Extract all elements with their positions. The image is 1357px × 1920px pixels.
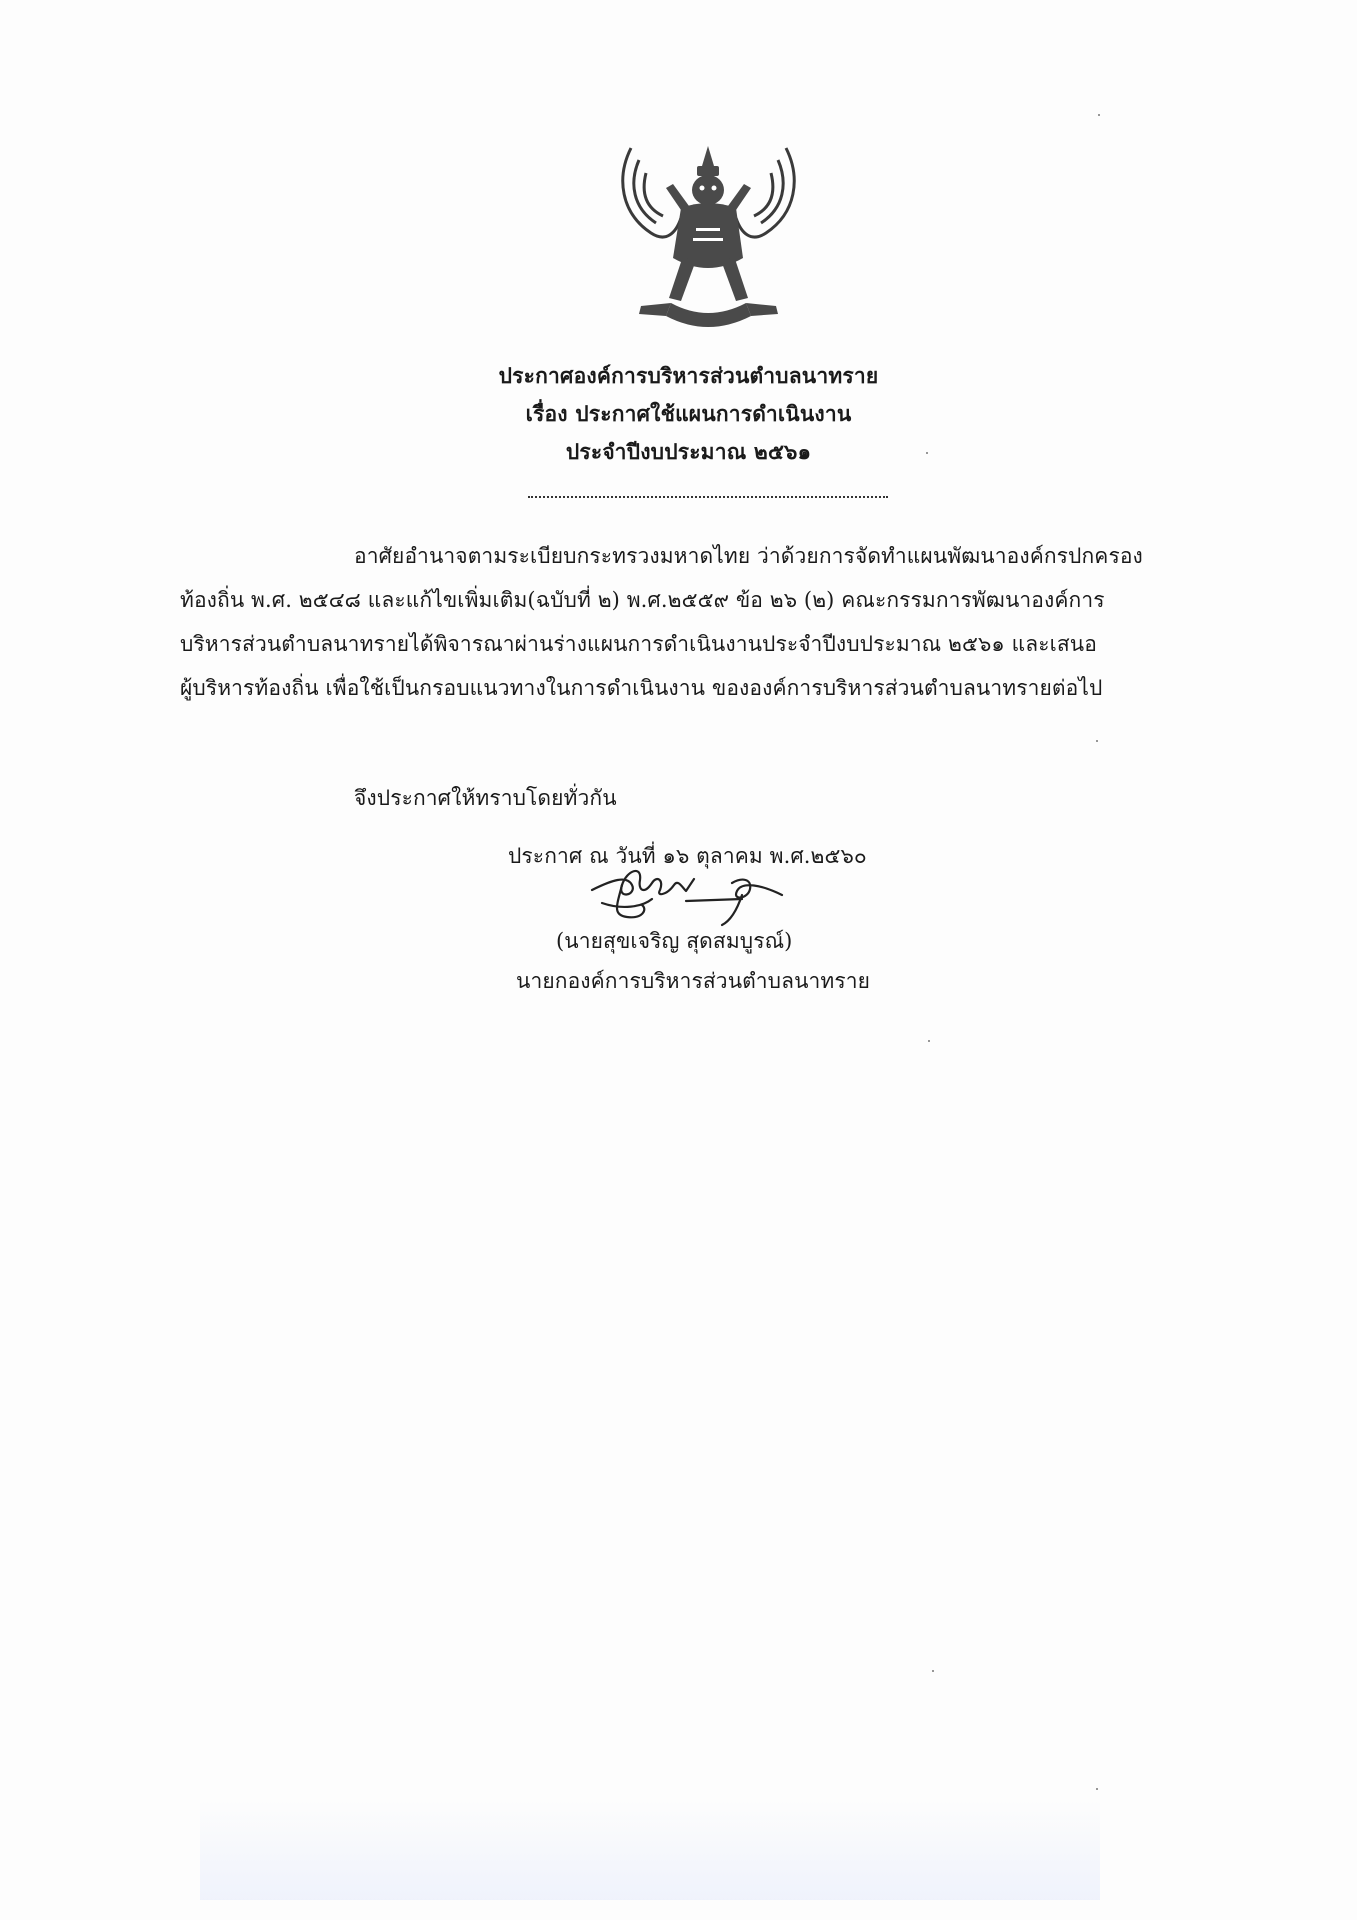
announcement-subject: เรื่อง ประกาศใช้แผนการดำเนินงาน xyxy=(525,401,852,426)
signatory-title: นายกองค์การบริหารส่วนตำบลนาทราย xyxy=(516,969,871,993)
body-line-2: ท้องถิ่น พ.ศ. ๒๕๔๘ และแก้ไขเพิ่มเติม(ฉบับที่ ๒) พ.ศ.๒๕๕๙ ข้อ ๒๖ (๒) คณะกรรมการพัฒนาองค์การ xyxy=(180,588,1105,612)
scan-speck xyxy=(932,1670,934,1672)
scan-speck xyxy=(1096,1788,1098,1790)
garuda-emblem-icon xyxy=(611,138,806,338)
closing-statement: จึงประกาศให้ทราบโดยทั่วกัน xyxy=(354,786,617,810)
body-line-3: บริหารส่วนตำบลนาทรายได้พิจารณาผ่านร่างแผนการดำเนินงานประจำปีงบประมาณ ๒๕๖๑ และเสนอ xyxy=(180,632,1097,656)
scan-tint xyxy=(200,1800,1100,1900)
scan-speck xyxy=(1096,740,1098,742)
handwritten-signature xyxy=(582,855,802,930)
body-line-4: ผู้บริหารท้องถิ่น เพื่อใช้เป็นกรอบแนวทางในการดำเนินงาน ขององค์การบริหารส่วนตำบลนาทรายต่อไป xyxy=(180,676,1103,700)
dotted-divider xyxy=(528,496,888,498)
announcement-date: ประกาศ ณ วันที่ ๑๖ ตุลาคม พ.ศ.๒๕๖๐ xyxy=(508,844,867,868)
signatory-name: (นายสุขเจริญ สุดสมบูรณ์) xyxy=(556,929,793,953)
scan-speck xyxy=(928,1040,930,1042)
scan-speck xyxy=(1098,114,1100,116)
announcement-fiscal-year: ประจำปีงบประมาณ ๒๕๖๑ xyxy=(565,439,812,464)
body-line-1: อาศัยอำนาจตามระเบียบกระทรวงมหาดไทย ว่าด้วยการจัดทำแผนพัฒนาองค์กรปกครอง xyxy=(354,544,1143,568)
scan-speck xyxy=(926,452,928,454)
announcement-heading: ประกาศองค์การบริหารส่วนตำบลนาทราย xyxy=(498,363,879,388)
